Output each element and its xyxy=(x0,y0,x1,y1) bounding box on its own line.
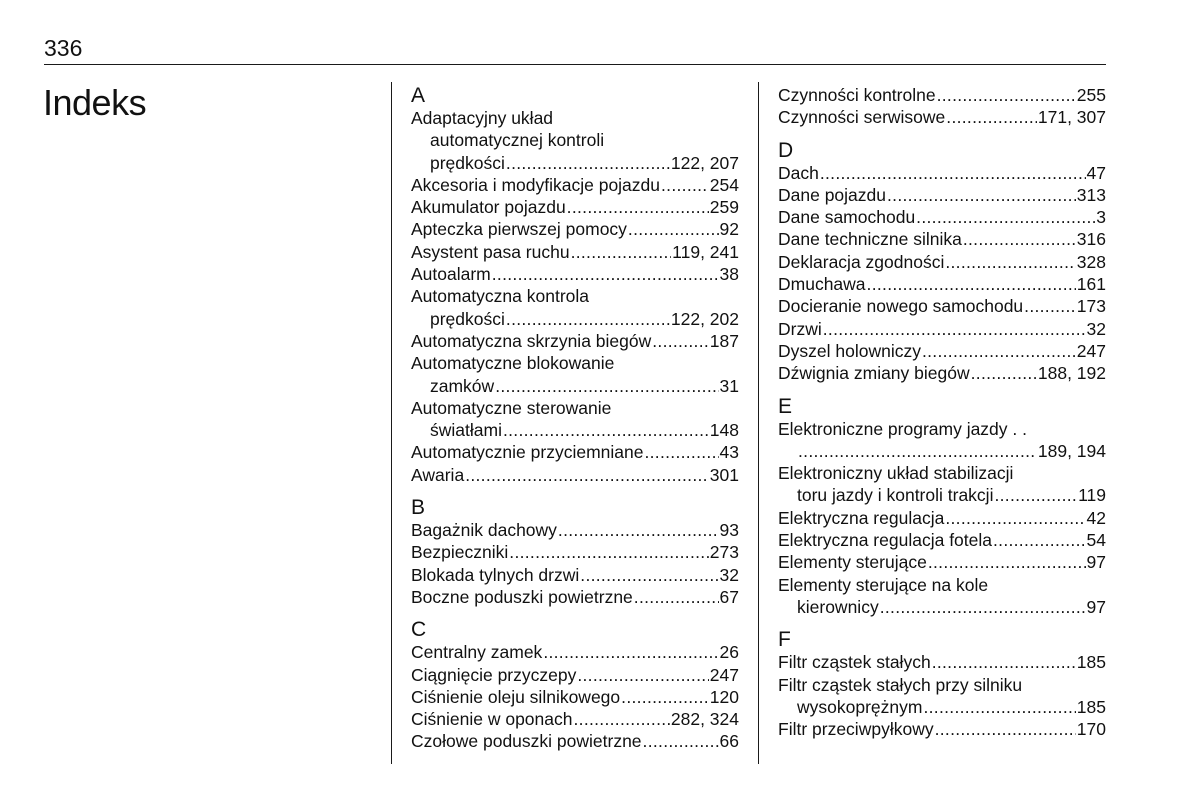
page-reference[interactable]: 273 xyxy=(709,542,739,563)
dot-leader xyxy=(867,273,1076,295)
dot-leader xyxy=(580,564,718,586)
dot-leader xyxy=(558,519,719,541)
entry-text: Czynności serwisowe xyxy=(778,107,946,128)
dot-leader xyxy=(509,541,709,563)
page-reference[interactable]: 282, 324 xyxy=(670,709,739,730)
entry-text: Dmuchawa xyxy=(778,274,866,295)
page-reference[interactable]: 122, 207 xyxy=(670,152,739,173)
dot-leader xyxy=(574,708,670,730)
entry-text: Automatyczne blokowanie xyxy=(411,353,615,374)
section-letter: C xyxy=(411,618,427,642)
index-entry-adaptacyjny-uklad xyxy=(411,107,739,174)
entry-text: światłami xyxy=(430,420,502,441)
entry-text: Apteczka pierwszej pomocy xyxy=(411,219,627,240)
entry-text: Ciśnienie w oponach xyxy=(411,709,573,730)
dot-leader xyxy=(820,162,1086,184)
section-letter: D xyxy=(778,138,794,162)
page-reference[interactable]: 47 xyxy=(1086,162,1106,183)
index-entry-dzwignia-zmiany-biegow xyxy=(778,362,1106,384)
index-entry-dane-samochodu xyxy=(778,206,1106,228)
index-entry-bagaznik-dachowy xyxy=(411,519,739,541)
dot-leader xyxy=(465,464,709,486)
page-reference[interactable]: 171, 307 xyxy=(1037,107,1106,128)
dot-leader xyxy=(506,152,670,174)
dot-leader xyxy=(945,251,1075,273)
dot-leader xyxy=(945,507,1085,529)
page-reference[interactable]: 189, 194 xyxy=(1037,440,1106,461)
section-letter: A xyxy=(411,84,426,107)
dot-leader xyxy=(923,696,1075,718)
dot-leader xyxy=(932,651,1076,673)
index-entry-dyszel-holowniczy xyxy=(778,340,1106,362)
entry-text: Dyszel holowniczy xyxy=(778,340,921,361)
dot-leader xyxy=(661,174,709,196)
index-entry-dane-pojazdu xyxy=(778,184,1106,206)
dot-leader xyxy=(922,340,1076,362)
dot-leader xyxy=(492,263,719,285)
page-reference[interactable]: 173 xyxy=(1076,296,1106,317)
dot-leader xyxy=(963,228,1076,250)
index-entry-elektroniczny-uklad-stabilizacji xyxy=(778,462,1106,507)
page-reference[interactable]: 42 xyxy=(1086,507,1106,528)
entry-text: Dane pojazdu xyxy=(778,184,886,205)
page-reference[interactable]: 119 xyxy=(1078,485,1106,506)
page-reference[interactable]: 97 xyxy=(1086,596,1106,617)
index-entry-automatycznie-przyciemniane xyxy=(411,441,739,463)
index-entry-cisnienie-w-oponach xyxy=(411,708,739,730)
index-entry-bezpieczniki xyxy=(411,541,739,563)
entry-text: kierownicy xyxy=(797,596,879,617)
page-reference[interactable]: 120 xyxy=(709,686,739,707)
index-entry-centralny-zamek xyxy=(411,641,739,663)
dot-leader xyxy=(935,718,1076,740)
entry-text: Filtr przeciwpyłkowy xyxy=(778,719,934,740)
index-section-b xyxy=(411,496,739,608)
page-reference[interactable]: 31 xyxy=(719,375,739,396)
entry-text: Elektryczna regulacja fotela xyxy=(778,530,992,551)
index-entry-automatyczna-kontrola xyxy=(411,285,739,330)
dot-leader xyxy=(916,206,1095,228)
page-reference[interactable]: 328 xyxy=(1076,251,1106,272)
page-number: 336 xyxy=(44,35,83,61)
index-entry-automatyczne-sterowanie xyxy=(411,397,739,442)
index-entry-czolowe-poduszki-powietrzne xyxy=(411,730,739,752)
index-entry-elementy-sterujace xyxy=(778,551,1106,573)
page-reference[interactable]: 43 xyxy=(719,442,739,463)
index-entry-akcesoria-i-modyfikacje-pojazdu xyxy=(411,174,739,196)
section-letter: F xyxy=(778,628,791,652)
index-entry-deklaracja-zgodnosci xyxy=(778,251,1106,273)
entry-text: Deklaracja zgodności xyxy=(778,251,945,272)
index-entry-dane-techniczne-silnika xyxy=(778,228,1106,250)
page-reference[interactable]: 247 xyxy=(1076,340,1106,361)
page-title: Indeks xyxy=(43,82,147,123)
entry-text: Czołowe poduszki powietrzne xyxy=(411,731,642,752)
index-entry-dach xyxy=(778,162,1106,184)
index-entry-filtr-przeciwpylkowy xyxy=(778,718,1106,740)
index-entry-docieranie-nowego-samochodu xyxy=(778,295,1106,317)
dot-leader xyxy=(634,586,719,608)
index-entry-filtr-czastek-stalych xyxy=(778,651,1106,673)
page-reference[interactable]: 119, 241 xyxy=(672,241,739,262)
dot-leader xyxy=(994,484,1077,506)
dot-leader xyxy=(887,184,1076,206)
dot-leader xyxy=(543,641,718,663)
page-reference[interactable]: 187 xyxy=(709,330,739,351)
page-reference[interactable]: 247 xyxy=(709,664,739,685)
dot-leader xyxy=(1024,295,1076,317)
entry-text: Elementy sterujące na kole xyxy=(778,574,989,595)
index-section-continued xyxy=(778,84,1106,129)
index-entry-elektryczna-regulacja xyxy=(778,507,1106,529)
index-entry-asystent-pasa-ruchu xyxy=(411,241,739,263)
dot-leader xyxy=(621,686,709,708)
index-section-d xyxy=(778,139,1106,385)
page-reference[interactable]: 301 xyxy=(709,464,739,485)
index-entry-elementy-sterujace-na-kole xyxy=(778,574,1106,619)
page-reference[interactable]: 259 xyxy=(709,197,739,218)
entry-text: wysokoprężnym xyxy=(797,696,923,717)
entry-text: Filtr cząstek stałych xyxy=(778,652,931,673)
entry-text: Autoalarm xyxy=(411,264,491,285)
page-reference[interactable]: 316 xyxy=(1076,229,1106,250)
index-entry-dmuchawa xyxy=(778,273,1106,295)
entry-text: Bagażnik dachowy xyxy=(411,520,557,541)
entry-text: Awaria xyxy=(411,464,465,485)
page-reference[interactable]: 254 xyxy=(709,174,739,195)
entry-text: Dźwignia zmiany biegów xyxy=(778,363,970,384)
page-reference[interactable]: 97 xyxy=(1086,552,1106,573)
entry-text: Dach xyxy=(778,162,819,183)
index-entry-czynnosci-serwisowe xyxy=(778,106,1106,128)
page-reference[interactable]: 161 xyxy=(1076,274,1106,295)
column-divider xyxy=(391,82,392,764)
index-column-2 xyxy=(778,84,1106,740)
entry-text: Elementy sterujące xyxy=(778,552,927,573)
page-reference[interactable]: 26 xyxy=(719,642,739,663)
entry-text: Adaptacyjny układ xyxy=(411,108,554,128)
page-reference[interactable]: 32 xyxy=(719,564,739,585)
index-section-e xyxy=(778,395,1106,619)
dot-leader xyxy=(937,84,1076,106)
index-entry-elektryczna-regulacja-fotela xyxy=(778,529,1106,551)
entry-text: Automatyczna kontrola xyxy=(411,286,590,307)
dot-leader xyxy=(567,196,709,218)
page-reference[interactable]: 170 xyxy=(1076,719,1106,740)
dot-leader xyxy=(571,241,672,263)
page-reference[interactable]: 32 xyxy=(1086,318,1106,339)
entry-text: Automatyczne sterowanie xyxy=(411,397,612,418)
entry-text: prędkości xyxy=(430,308,505,329)
index-entry-automatyczna-skrzynia-biegow xyxy=(411,330,739,352)
section-letter: E xyxy=(778,394,793,418)
entry-text: Elektryczna regulacja xyxy=(778,507,945,528)
entry-text: Automatyczna skrzynia biegów xyxy=(411,330,652,351)
entry-text: Dane samochodu xyxy=(778,207,916,228)
index-entry-filtr-czastek-stalych-przy-silniku xyxy=(778,674,1106,719)
page-reference[interactable]: 54 xyxy=(1086,530,1106,551)
index-entry-apteczka-pierwszej-pomocy xyxy=(411,218,739,240)
index-entry-cisnienie-oleju-silnikowego xyxy=(411,686,739,708)
entry-text: Filtr cząstek stałych przy silniku xyxy=(778,674,1023,695)
dot-leader xyxy=(971,362,1037,384)
entry-text: Ciągnięcie przyczepy xyxy=(411,664,577,685)
index-entry-awaria xyxy=(411,464,739,486)
entry-text: Ciśnienie oleju silnikowego xyxy=(411,686,621,707)
dot-leader xyxy=(644,441,718,463)
dot-leader xyxy=(928,551,1086,573)
page-reference[interactable]: 313 xyxy=(1076,184,1106,205)
entry-text: Drzwi xyxy=(778,318,822,339)
dot-leader xyxy=(946,106,1037,128)
page-reference[interactable]: 3 xyxy=(1096,207,1106,228)
dot-leader xyxy=(628,218,719,240)
dot-leader xyxy=(506,308,670,330)
page-reference[interactable]: 92 xyxy=(719,219,739,240)
page-reference[interactable]: 188, 192 xyxy=(1037,363,1106,384)
entry-text: zamków xyxy=(430,375,495,396)
index-column-1 xyxy=(411,84,739,753)
page-reference[interactable]: 67 xyxy=(719,586,739,607)
dot-leader xyxy=(880,596,1086,618)
dot-leader xyxy=(643,730,719,752)
index-entry-elektroniczne-programy-jazdy xyxy=(778,418,1106,463)
entry-text: Dane techniczne silnika xyxy=(778,229,962,250)
dot-leader xyxy=(495,375,718,397)
index-entry-drzwi xyxy=(778,318,1106,340)
section-letter: B xyxy=(411,496,426,520)
entry-text: Boczne poduszki powietrzne xyxy=(411,586,633,607)
index-entry-ciagniecie-przyczepy xyxy=(411,664,739,686)
entry-text: Automatycznie przyciemniane xyxy=(411,442,644,463)
dot-leader xyxy=(823,318,1086,340)
index-entry-akumulator-pojazdu xyxy=(411,196,739,218)
entry-text: Bezpieczniki xyxy=(411,542,509,563)
page-reference[interactable]: 38 xyxy=(719,264,739,285)
page-reference[interactable]: 93 xyxy=(719,520,739,541)
column-divider xyxy=(758,82,759,764)
entry-text: Asystent pasa ruchu xyxy=(411,241,570,262)
entry-text: prędkości xyxy=(430,152,505,173)
entry-text: toru jazdy i kontroli trakcji xyxy=(797,485,994,506)
index-entry-autoalarm xyxy=(411,263,739,285)
index-entry-blokada-tylnych-drzwi xyxy=(411,564,739,586)
page-reference[interactable]: 185 xyxy=(1076,696,1106,717)
index-entry-automatyczne-blokowanie xyxy=(411,352,739,397)
index-section-f xyxy=(778,628,1106,740)
dot-leader xyxy=(993,529,1086,551)
dot-leader xyxy=(798,440,1037,462)
index-section-a xyxy=(411,84,739,486)
dot-leader xyxy=(503,419,709,441)
entry-text: Elektroniczny układ stabilizacji xyxy=(778,463,1014,484)
page-reference[interactable]: 185 xyxy=(1076,652,1106,673)
dot-leader xyxy=(577,664,708,686)
entry-text: Czynności kontrolne xyxy=(778,85,936,105)
page-reference[interactable]: 255 xyxy=(1076,85,1106,105)
entry-text: Elektroniczne programy jazdy . . xyxy=(778,418,1027,439)
dot-leader xyxy=(652,330,709,352)
page-reference[interactable]: 66 xyxy=(719,731,739,752)
entry-text: Centralny zamek xyxy=(411,642,543,663)
index-section-c xyxy=(411,618,739,752)
entry-text: automatycznej kontroli xyxy=(430,130,605,151)
entry-text: Akcesoria i modyfikacje pojazdu xyxy=(411,174,661,195)
entry-text: Akumulator pojazdu xyxy=(411,197,566,218)
header-rule xyxy=(44,64,1106,65)
page-reference[interactable]: 122, 202 xyxy=(670,308,739,329)
index-entry-boczne-poduszki-powietrzne xyxy=(411,586,739,608)
page-reference[interactable]: 148 xyxy=(709,420,739,441)
entry-text: Docieranie nowego samochodu xyxy=(778,296,1024,317)
entry-text: Blokada tylnych drzwi xyxy=(411,564,580,585)
index-entry-czynnosci-kontrolne xyxy=(778,84,1106,106)
